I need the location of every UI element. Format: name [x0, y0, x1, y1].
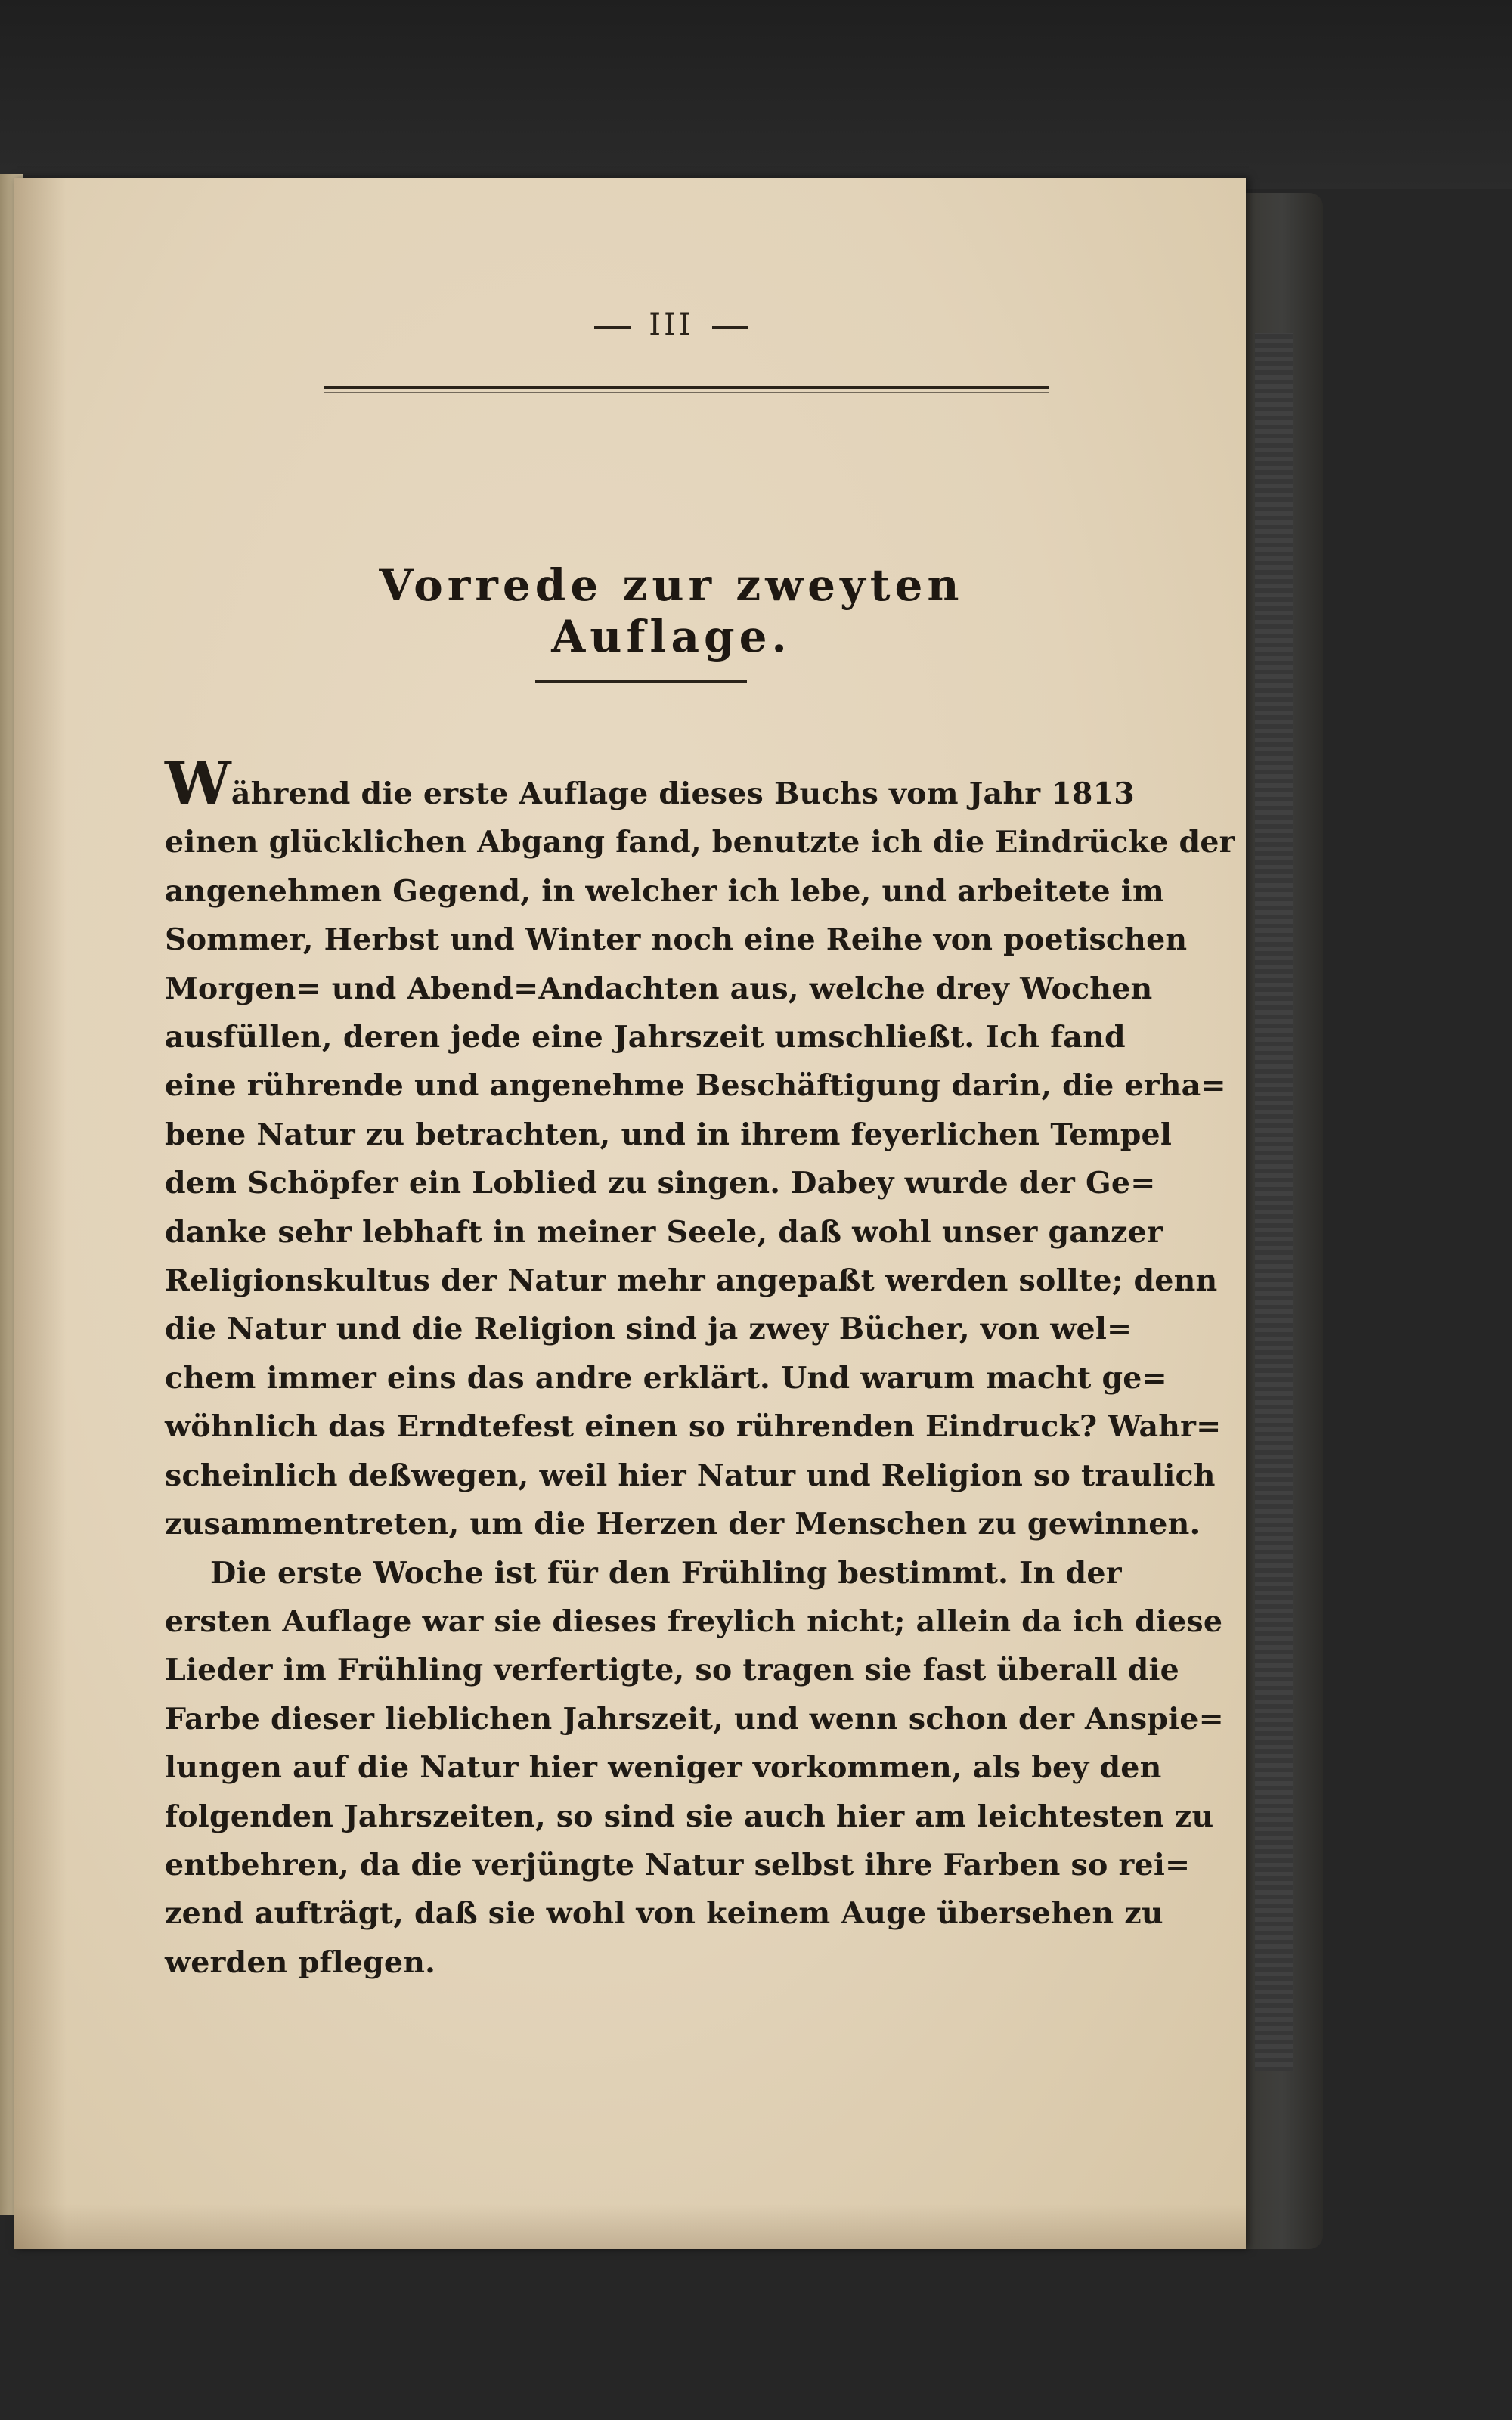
- text-line: dem Schöpfer ein Loblied zu singen. Dabey wurde der Ge=: [165, 1166, 1156, 1201]
- body-text: [165, 749, 1235, 1987]
- text-line: Sommer, Herbst und Winter noch eine Reihe von poetischen: [165, 922, 1188, 958]
- text-line: die Natur und die Religion sind ja zwey Bücher, von wel=: [165, 1312, 1132, 1347]
- text-line: eine rührende und angenehme Beschäftigung darin, die erha=: [165, 1068, 1226, 1104]
- text-line: einen glücklichen Abgang fand, benutzte ich die Eindrücke der: [165, 825, 1235, 860]
- text-line: ersten Auflage war sie dieses freylich nicht; allein da ich diese: [165, 1604, 1223, 1639]
- text-line: lungen auf die Natur hier weniger vorkommen, als bey den: [165, 1750, 1162, 1786]
- text-line: Religionskultus der Natur mehr angepaßt werden sollte; denn: [165, 1263, 1218, 1299]
- book-page: [14, 178, 1246, 2249]
- text-line: scheinlich deßwegen, weil hier Natur und Religion so traulich: [165, 1458, 1216, 1493]
- text-line: Morgen= und Abend=Andachten aus, welche drey Wochen: [165, 971, 1153, 1006]
- text-line: zend aufträgt, daß sie wohl von keinem Auge übersehen zu: [165, 1896, 1163, 1932]
- text-line: angenehmen Gegend, in welcher ich lebe, und arbeitete im: [165, 873, 1164, 909]
- drop-cap: W: [165, 749, 231, 818]
- text-line: zusammentreten, um die Herzen der Menschen zu gewinnen.: [165, 1507, 1201, 1542]
- text-line: wöhnlich das Erndtefest einen so rührenden Eindruck? Wahr=: [165, 1409, 1222, 1445]
- page-number: [558, 308, 785, 342]
- text-line: danke sehr lebhaft in meiner Seele, daß wohl unser ganzer: [165, 1214, 1163, 1250]
- page-title: Vorrede zur zweyten Auflage.: [379, 559, 964, 662]
- text-line: folgenden Jahrszeiten, so sind sie auch hier am leichtesten zu: [165, 1799, 1214, 1834]
- gutter-shadow: [14, 178, 67, 2249]
- text-line: bene Natur zu betrachten, und in ihrem feyerlichen Tempel: [165, 1117, 1173, 1152]
- text-line: Während die erste Auflage dieses Buchs vom Jahr 1813: [165, 749, 1135, 818]
- text-line: Lieder im Frühling verfertigte, so tragen sie fast überall die: [165, 1653, 1179, 1688]
- dash-left: [594, 326, 631, 329]
- text-line: ausfüllen, deren jede eine Jahrszeit umschließt. Ich fand: [165, 1020, 1126, 1055]
- text-line: Farbe dieser lieblichen Jahrszeit, und wenn schon der Anspie=: [165, 1701, 1224, 1737]
- text-line: entbehren, da die verjüngte Natur selbst ihre Farben so rei=: [165, 1847, 1191, 1882]
- dash-right: [712, 326, 748, 329]
- book-cover-texture: [1255, 333, 1293, 2071]
- page-shade: [14, 2204, 1246, 2249]
- background: [0, 0, 1512, 189]
- text-line: chem immer eins das andre erklärt. Und warum macht ge=: [165, 1360, 1167, 1396]
- header-rule: [324, 386, 1049, 389]
- page-number-text: III: [649, 308, 694, 342]
- text-line: werden pflegen.: [165, 1944, 436, 1980]
- header-rule-thin: [324, 392, 1049, 393]
- title-rule: [535, 680, 747, 683]
- text-line: Die erste Woche ist für den Frühling bestimmt. In der: [210, 1555, 1122, 1591]
